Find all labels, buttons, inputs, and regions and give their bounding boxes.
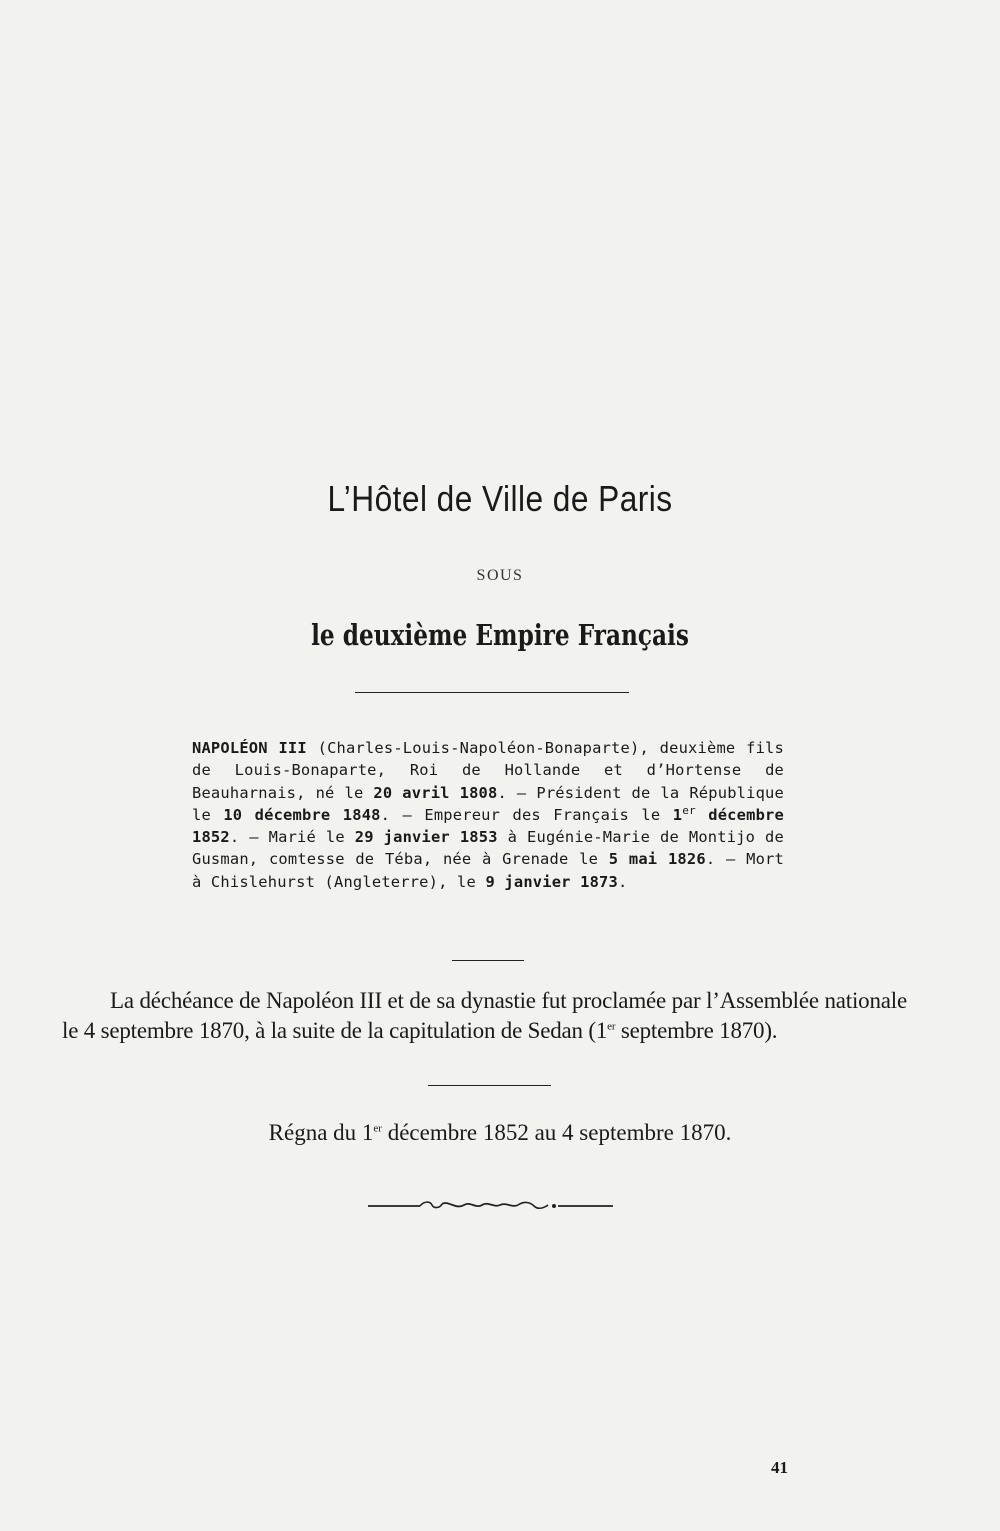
page-subtitle: le deuxième Empire Français <box>311 618 689 652</box>
reign-text: décembre 1852 au 4 septembre 1870. <box>381 1120 732 1145</box>
bio-text: à Eugénie-Marie de Montijo de Gusman, comtesse de Téba, née à Grenade le <box>192 828 784 869</box>
bio-date: 5 mai 1826 <box>608 850 706 869</box>
bio-date: 9 janvier 1873 <box>485 872 618 891</box>
subtitle-connector: SOUS <box>476 567 524 584</box>
ornament-flourish <box>368 1196 613 1216</box>
bio-date: 29 janvier 1853 <box>354 828 498 847</box>
reign-text: Régna du 1 <box>268 1120 374 1145</box>
reign-superscript: er <box>373 1122 382 1135</box>
reign-line <box>0 1120 1000 1146</box>
bio-text: . — Président de la République le <box>192 783 784 824</box>
narrative-text: La déchéance de Napoléon III et de sa dynastie fut proclamée par l’Assemblée nationale le 4 septembre 1870, à la suite de la capitulation de Sedan (1 <box>62 988 907 1043</box>
bio-text: . — Mort à Chislehurst (Angleterre), le <box>192 850 784 891</box>
bio-date: décembre 1852 <box>192 805 784 847</box>
narrative-superscript: er <box>607 1020 616 1033</box>
page-number: 41 <box>771 1458 788 1477</box>
biography-paragraph <box>192 737 784 893</box>
bio-text: . <box>617 872 628 891</box>
bio-date: 1 <box>672 805 683 824</box>
page-title: L’Hôtel de Ville de Paris <box>327 478 673 519</box>
bio-text: . — Marié le <box>229 828 355 847</box>
bio-text: (Charles-Louis-Napoléon-Bonaparte), deuxième fils de Louis-Bonaparte, Roi de Hollande et d’Hortense de Beauharnais, né le <box>192 739 784 802</box>
narrative-paragraph <box>62 986 907 1046</box>
divider-rule <box>428 1085 551 1086</box>
divider-rule <box>355 692 629 693</box>
narrative-text: septembre 1870). <box>615 1018 778 1043</box>
bio-date: 20 avril 1808 <box>373 783 498 802</box>
divider-rule <box>452 960 524 961</box>
bio-superscript: er <box>682 803 696 817</box>
bio-text: . — Empereur des Français le <box>380 805 673 824</box>
bio-date: 10 décembre 1848 <box>223 805 381 824</box>
bio-name: NAPOLÉON III <box>192 739 307 757</box>
